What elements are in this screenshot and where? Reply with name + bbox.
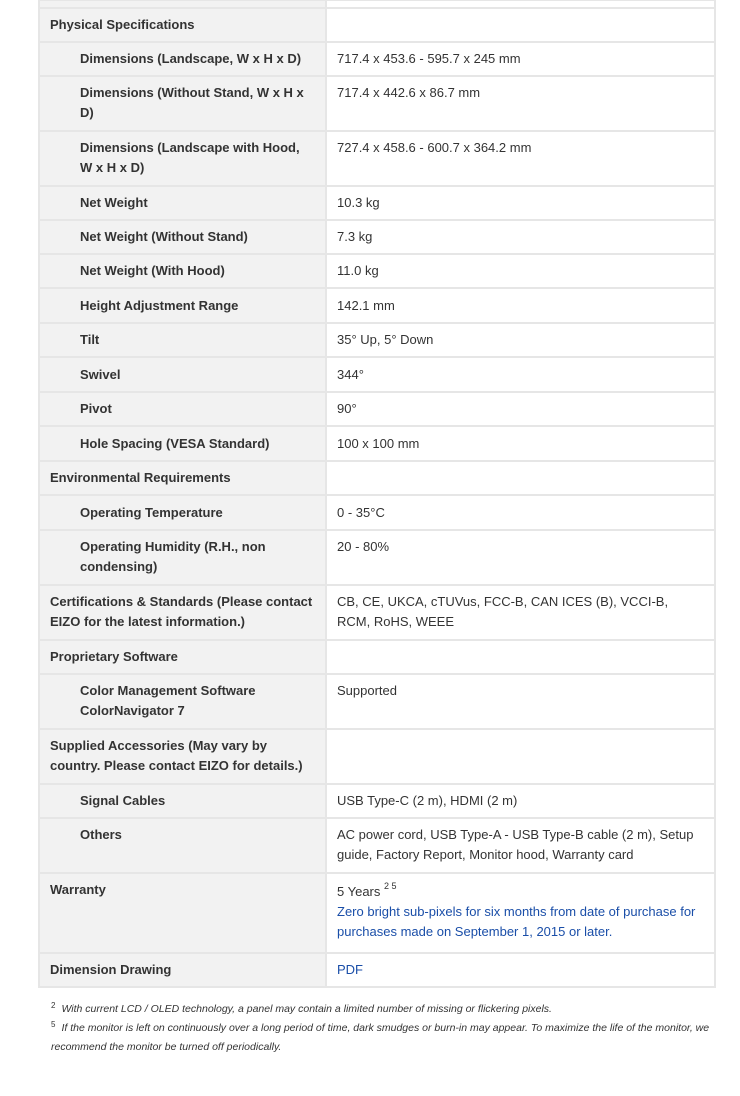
- spec-label-wrap: [40, 462, 325, 494]
- spec-value-cell: [326, 640, 715, 674]
- spec-label: Tilt: [80, 332, 100, 347]
- dimension-drawing-label-wrap: [40, 954, 325, 986]
- spec-value: 344°: [337, 366, 364, 382]
- spec-value-cell: [326, 8, 715, 42]
- spec-value-wrap: [327, 1, 714, 7]
- spec-label-wrap: [40, 496, 325, 529]
- warranty-label: Warranty: [50, 882, 106, 897]
- spec-value-cell: [326, 530, 715, 585]
- table-row: [39, 426, 715, 461]
- dimension-drawing-value-wrap: [327, 954, 714, 986]
- table-row: [39, 220, 715, 254]
- spec-label: Signal Cables: [80, 793, 166, 808]
- spec-label-cell: [39, 426, 326, 461]
- spec-label-cell: [39, 674, 326, 729]
- table-row: [39, 392, 715, 426]
- section-heading: Environmental Requirements: [50, 470, 231, 485]
- spec-value: Supported: [337, 683, 397, 698]
- spec-value-cell: [326, 131, 715, 186]
- warranty-zero-bright-link[interactable]: Zero bright sub-pixels for six months from date of purchase for purchases made on September 1, 2015 or later.: [337, 904, 696, 939]
- footnotes: [51, 1000, 711, 1057]
- spec-value-cell: [326, 186, 715, 220]
- spec-value: 727.4 x 458.6 - 600.7 x 364.2 mm: [337, 140, 532, 155]
- spec-label-wrap: [40, 393, 325, 425]
- footnote-2: [51, 1000, 711, 1019]
- spec-label: Net Weight: [80, 195, 148, 210]
- section-heading: Supplied Accessories (May vary by country. Please contact EIZO for details.): [50, 738, 303, 773]
- footnote-2-mark: 2: [51, 1001, 56, 1010]
- spec-label: Dimensions (Landscape, W x H x D): [80, 51, 302, 66]
- spec-label-wrap: [40, 324, 325, 356]
- table-row: [39, 8, 715, 42]
- spec-value: 20 - 80%: [337, 539, 390, 554]
- spec-label-wrap: [40, 9, 325, 41]
- spec-value-wrap: [327, 221, 714, 253]
- spec-label: Swivel: [80, 366, 121, 382]
- spec-value: 717.4 x 442.6 x 86.7 mm: [337, 85, 481, 100]
- footnote-2-text: With current LCD / OLED technology, a panel may contain a limited number of missing or flickering pixels.: [61, 1003, 552, 1015]
- spec-value-cell: [326, 784, 715, 818]
- spec-label: Operating Temperature: [80, 504, 223, 520]
- table-row: [39, 640, 715, 674]
- spec-label-wrap: [40, 289, 325, 322]
- table-row: [39, 674, 715, 729]
- spec-label-cell: [39, 220, 326, 254]
- section-heading: Physical Specifications: [50, 17, 195, 32]
- spec-label-wrap: [40, 1, 325, 7]
- table-row: [39, 76, 715, 131]
- dimension-drawing-label-cell: [39, 953, 326, 987]
- spec-value-wrap: [327, 324, 714, 356]
- footnote-5: [51, 1019, 711, 1057]
- spec-value-wrap: [327, 730, 714, 783]
- spec-label: Pivot: [80, 401, 112, 416]
- spec-value-wrap: [327, 819, 714, 872]
- spec-label: Height Adjustment Range: [80, 297, 239, 313]
- table-row: [39, 357, 715, 392]
- spec-value-wrap: [327, 641, 714, 673]
- spec-label-wrap: [40, 785, 325, 817]
- spec-value-cell: [326, 323, 715, 357]
- table-row-warranty: [39, 873, 715, 953]
- spec-label-wrap: [40, 255, 325, 287]
- spec-label-cell: [39, 495, 326, 530]
- spec-label-wrap: [40, 77, 325, 130]
- spec-label: Hole Spacing (VESA Standard): [80, 435, 270, 451]
- spec-value-cell: [326, 729, 715, 784]
- spec-value: 90°: [337, 401, 357, 416]
- dimension-drawing-value-cell: [326, 953, 715, 987]
- spec-value-cell: [326, 495, 715, 530]
- spec-value-wrap: [327, 132, 714, 185]
- spec-label-cell: [39, 640, 326, 674]
- spec-label: Net Weight (With Hood): [80, 263, 225, 278]
- specifications-table: [38, 0, 716, 988]
- spec-label-wrap: [40, 221, 325, 253]
- spec-label-cell: [39, 288, 326, 323]
- spec-value: CB, CE, UKCA, cTUVus, FCC-B, CAN ICES (B), VCCI-B, RCM, RoHS, WEEE: [337, 594, 669, 629]
- spec-label-cell: [39, 323, 326, 357]
- spec-value-wrap: [327, 358, 714, 391]
- spec-label-cell: [39, 357, 326, 392]
- table-row: [39, 530, 715, 585]
- warranty-footnote-ref[interactable]: 2 5: [384, 880, 397, 891]
- spec-label-cell: [39, 8, 326, 42]
- spec-value: USB Type-C (2 m), HDMI (2 m): [337, 793, 518, 808]
- spec-value-cell: [326, 220, 715, 254]
- spec-value-cell: [326, 461, 715, 495]
- spec-label: Dimensions (Without Stand, W x H x D): [80, 85, 304, 120]
- spec-value-cell: [326, 76, 715, 131]
- spec-value-cell: [326, 585, 715, 640]
- spec-value: 10.3 kg: [337, 195, 380, 210]
- spec-value-wrap: [327, 496, 714, 529]
- spec-value-wrap: [327, 43, 714, 75]
- section-heading: Proprietary Software: [50, 649, 178, 664]
- spec-label-cell: [39, 729, 326, 784]
- spec-value: 7.3 kg: [337, 229, 373, 244]
- spec-value: 142.1 mm: [337, 297, 395, 313]
- specifications-body: [39, 0, 715, 987]
- spec-value-cell: [326, 392, 715, 426]
- spec-value: 100 x 100 mm: [337, 435, 420, 451]
- spec-label-wrap: [40, 531, 325, 584]
- spec-label-wrap: [40, 641, 325, 673]
- spec-label-wrap: [40, 43, 325, 75]
- spec-value-cell: [326, 42, 715, 76]
- spec-label-cell: [39, 186, 326, 220]
- spec-value: 0 - 35°C: [337, 504, 385, 520]
- table-row: [39, 186, 715, 220]
- warranty-value: 5 Years: [337, 884, 381, 899]
- spec-value: 35° Up, 5° Down: [337, 332, 434, 347]
- spec-value-cell: [326, 254, 715, 288]
- spec-value-wrap: [327, 77, 714, 130]
- spec-value-cell: [326, 0, 715, 8]
- spec-value-wrap: [327, 462, 714, 494]
- spec-label-cell: [39, 530, 326, 585]
- table-row: [39, 461, 715, 495]
- spec-label-wrap: [40, 187, 325, 219]
- spec-value-wrap: [327, 586, 714, 639]
- spec-label-cell: [39, 76, 326, 131]
- dimension-drawing-label: Dimension Drawing: [50, 962, 172, 977]
- table-row: [39, 254, 715, 288]
- warranty-label-wrap: [40, 874, 325, 952]
- spec-value-cell: [326, 357, 715, 392]
- table-row: [39, 784, 715, 818]
- table-row: [39, 0, 715, 8]
- table-row: [39, 729, 715, 784]
- spec-label-wrap: [40, 586, 325, 639]
- spec-label: Dimensions (Landscape with Hood, W x H x D): [80, 140, 300, 175]
- spec-label-wrap: [40, 675, 325, 728]
- warranty-value-cell: [326, 873, 715, 953]
- table-row: [39, 288, 715, 323]
- spec-value-cell: [326, 426, 715, 461]
- spec-value-wrap: [327, 427, 714, 460]
- table-row: [39, 495, 715, 530]
- spec-value: AC power cord, USB Type-A - USB Type-B cable (2 m), Setup guide, Factory Report, Monitor hood, Warranty card: [337, 827, 694, 862]
- footnote-5-text: If the monitor is left on continuously over a long period of time, dark smudges or burn-in may appear. To maximize the life of the monitor, we recommend the monitor be turned off periodically.: [51, 1022, 710, 1053]
- spec-label: Others: [80, 827, 122, 842]
- spec-label-cell: [39, 585, 326, 640]
- spec-label-cell: [39, 784, 326, 818]
- spec-value: 11.0 kg: [337, 263, 379, 278]
- spec-label-cell: [39, 254, 326, 288]
- spec-label-cell: [39, 0, 326, 8]
- spec-label-wrap: [40, 132, 325, 185]
- spec-label-cell: [39, 392, 326, 426]
- spec-label-cell: [39, 42, 326, 76]
- table-row: [39, 818, 715, 873]
- warranty-value-wrap: [327, 874, 714, 952]
- spec-label-cell: [39, 818, 326, 873]
- spec-value: 717.4 x 453.6 - 595.7 x 245 mm: [337, 51, 521, 66]
- spec-label: Color Management Software ColorNavigator 7: [80, 683, 256, 718]
- spec-label-cell: [39, 131, 326, 186]
- table-row-dimension-drawing: [39, 953, 715, 987]
- dimension-drawing-pdf-link[interactable]: PDF: [337, 962, 363, 977]
- spec-label-cell: [39, 461, 326, 495]
- spec-label: Net Weight (Without Stand): [80, 229, 248, 244]
- table-row: [39, 323, 715, 357]
- spec-value-wrap: [327, 255, 714, 287]
- spec-label-wrap: [40, 730, 325, 783]
- spec-value-wrap: [327, 531, 714, 584]
- spec-value-wrap: [327, 9, 714, 41]
- warranty-label-cell: [39, 873, 326, 953]
- spec-value-cell: [326, 674, 715, 729]
- table-row: [39, 131, 715, 186]
- table-row: [39, 585, 715, 640]
- spec-value-wrap: [327, 785, 714, 817]
- spec-value-cell: [326, 288, 715, 323]
- table-row: [39, 42, 715, 76]
- footnote-5-mark: 5: [51, 1020, 56, 1029]
- spec-label: Operating Humidity (R.H., non condensing): [80, 539, 266, 574]
- spec-value-wrap: [327, 393, 714, 425]
- spec-label-wrap: [40, 358, 325, 391]
- spec-value-wrap: [327, 289, 714, 322]
- spec-label-wrap: [40, 427, 325, 460]
- spec-value-cell: [326, 818, 715, 873]
- spec-value-wrap: [327, 675, 714, 728]
- spec-value-wrap: [327, 187, 714, 219]
- spec-label-wrap: [40, 819, 325, 872]
- section-heading: Certifications & Standards (Please contact EIZO for the latest information.): [50, 594, 313, 629]
